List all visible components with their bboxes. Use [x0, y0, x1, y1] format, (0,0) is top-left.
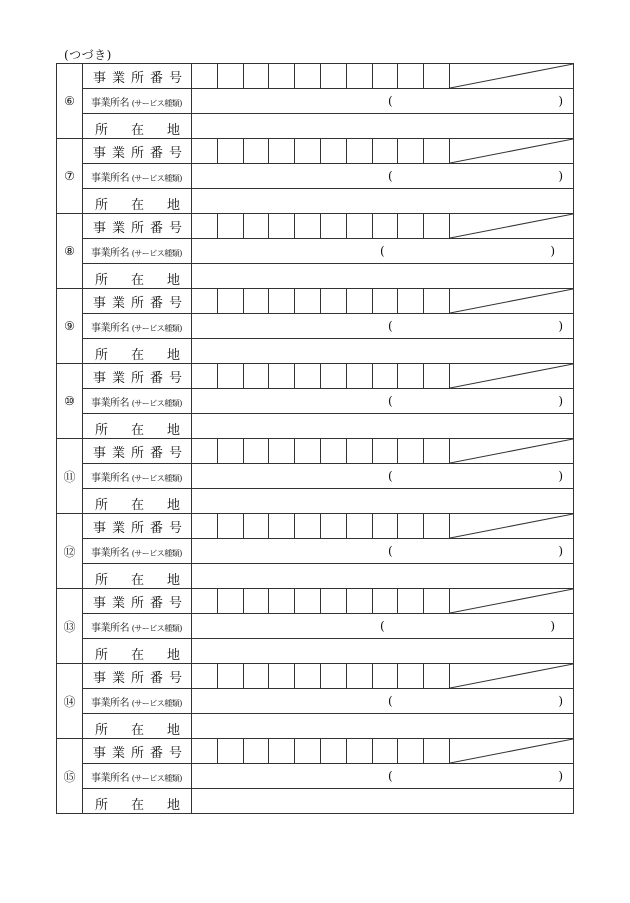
office-number-digit-box[interactable]	[269, 289, 295, 314]
office-number-digit-box[interactable]	[295, 439, 321, 464]
location-label-char: 在	[131, 798, 145, 813]
paren-close: )	[558, 169, 563, 183]
office-number-digit-box[interactable]	[192, 664, 218, 689]
entry-number: ⑬	[57, 589, 83, 664]
location-field[interactable]	[192, 339, 574, 364]
service-type-text: (サービス種類)	[131, 323, 182, 333]
paren-close: )	[558, 769, 563, 783]
location-label-char: 地	[167, 273, 181, 288]
location-label-char: 地	[167, 723, 181, 738]
office-name-field[interactable]	[192, 464, 574, 489]
office-number-digit-box[interactable]	[320, 664, 346, 689]
office-number-digit-box[interactable]	[243, 214, 269, 239]
office-name-label	[83, 464, 192, 489]
office-number-digit-box[interactable]	[295, 664, 321, 689]
diagonal-line	[450, 439, 573, 463]
office-number-digit-box[interactable]	[217, 739, 243, 764]
location-row	[57, 189, 574, 214]
office-number-digit-box[interactable]	[295, 364, 321, 389]
office-number-digit-box[interactable]	[217, 214, 243, 239]
office-number-digit-box[interactable]	[372, 589, 398, 614]
location-label-char: 在	[131, 573, 145, 588]
office-name-field[interactable]	[192, 764, 574, 789]
service-type-text: (サービス種類)	[131, 698, 182, 708]
office-number-digit-box[interactable]	[243, 64, 269, 89]
diagonal-line	[450, 364, 573, 388]
paren-close: )	[558, 94, 563, 108]
entry-number: ⑪	[57, 439, 83, 514]
office-number-digit-box[interactable]	[320, 364, 346, 389]
office-number-row	[57, 64, 574, 89]
office-number-digit-box[interactable]	[217, 364, 243, 389]
office-number-row	[57, 139, 574, 164]
crossed-out-cell	[449, 664, 573, 689]
office-number-digit-box[interactable]	[398, 364, 424, 389]
office-number-digit-box[interactable]	[346, 439, 372, 464]
entry-number: ⑦	[57, 139, 83, 214]
location-label-char: 所	[95, 648, 109, 663]
office-number-digit-box[interactable]	[192, 64, 218, 89]
office-number-digit-box[interactable]	[424, 589, 450, 614]
diagonal-line	[450, 664, 573, 688]
location-row	[57, 264, 574, 289]
office-number-digit-box[interactable]	[295, 289, 321, 314]
office-name-row	[57, 539, 574, 564]
office-number-label: 事業所番号	[83, 739, 192, 764]
office-number-digit-box[interactable]	[424, 664, 450, 689]
office-number-label: 事業所番号	[83, 364, 192, 389]
crossed-out-cell	[449, 364, 573, 389]
paren-close: )	[558, 319, 563, 333]
office-number-row	[57, 439, 574, 464]
diagonal-line	[450, 139, 573, 163]
location-label-char: 所	[95, 573, 109, 588]
office-name-label	[83, 539, 192, 564]
office-name-text: 事業所名	[91, 397, 129, 409]
office-number-digit-box[interactable]	[320, 214, 346, 239]
office-number-digit-box[interactable]	[243, 514, 269, 539]
paren-open: (	[388, 694, 393, 708]
location-label	[83, 489, 192, 514]
office-name-row	[57, 614, 574, 639]
office-number-digit-box[interactable]	[192, 139, 218, 164]
office-number-digit-box[interactable]	[346, 739, 372, 764]
office-name-field[interactable]	[192, 689, 574, 714]
location-label-char: 地	[167, 573, 181, 588]
service-type-text: (サービス種類)	[131, 623, 182, 633]
entry-number: ⑭	[57, 664, 83, 739]
office-name-field[interactable]	[192, 314, 574, 339]
office-number-digit-box[interactable]	[372, 514, 398, 539]
service-type-text: (サービス種類)	[131, 548, 182, 558]
office-number-digit-box[interactable]	[192, 289, 218, 314]
office-number-digit-box[interactable]	[398, 439, 424, 464]
location-label	[83, 639, 192, 664]
paren-open: (	[388, 469, 393, 483]
office-name-field[interactable]	[192, 164, 574, 189]
office-number-digit-box[interactable]	[269, 364, 295, 389]
crossed-out-cell	[449, 439, 573, 464]
office-name-field[interactable]	[192, 89, 574, 114]
office-number-digit-box[interactable]	[295, 589, 321, 614]
office-number-digit-box[interactable]	[243, 364, 269, 389]
location-field[interactable]	[192, 789, 574, 814]
office-number-digit-box[interactable]	[372, 739, 398, 764]
paren-open: (	[380, 619, 385, 633]
office-number-digit-box[interactable]	[424, 289, 450, 314]
location-label-char: 所	[95, 123, 109, 138]
location-label-char: 所	[95, 273, 109, 288]
office-name-label	[83, 239, 192, 264]
office-name-text: 事業所名	[91, 547, 129, 559]
office-name-row	[57, 314, 574, 339]
entry-number: ⑮	[57, 739, 83, 814]
location-label-char: 地	[167, 198, 181, 213]
paren-open: (	[388, 94, 393, 108]
office-list-table	[56, 63, 574, 814]
office-number-label: 事業所番号	[83, 439, 192, 464]
location-row	[57, 414, 574, 439]
paren-close: )	[550, 244, 555, 258]
office-number-digit-box[interactable]	[192, 589, 218, 614]
location-field[interactable]	[192, 264, 574, 289]
location-label-char: 所	[95, 198, 109, 213]
office-name-label	[83, 764, 192, 789]
location-label-char: 在	[131, 348, 145, 363]
office-number-digit-box[interactable]	[372, 64, 398, 89]
office-number-digit-box[interactable]	[269, 139, 295, 164]
paren-open: (	[380, 244, 385, 258]
crossed-out-cell	[449, 64, 573, 89]
office-number-digit-box[interactable]	[372, 214, 398, 239]
office-number-digit-box[interactable]	[398, 739, 424, 764]
office-name-label	[83, 614, 192, 639]
location-label-char: 在	[131, 648, 145, 663]
location-label-char: 地	[167, 648, 181, 663]
office-number-digit-box[interactable]	[398, 289, 424, 314]
diagonal-line	[450, 64, 573, 88]
location-label	[83, 114, 192, 139]
office-number-digit-box[interactable]	[346, 139, 372, 164]
location-field[interactable]	[192, 189, 574, 214]
office-number-digit-box[interactable]	[320, 739, 346, 764]
office-name-label	[83, 689, 192, 714]
office-number-digit-box[interactable]	[217, 589, 243, 614]
diagonal-line	[450, 514, 573, 538]
office-number-digit-box[interactable]	[346, 664, 372, 689]
location-row	[57, 339, 574, 364]
office-number-label: 事業所番号	[83, 664, 192, 689]
location-label	[83, 789, 192, 814]
office-number-digit-box[interactable]	[424, 64, 450, 89]
office-number-digit-box[interactable]	[320, 64, 346, 89]
location-label-char: 所	[95, 498, 109, 513]
office-number-digit-box[interactable]	[295, 739, 321, 764]
office-name-row	[57, 389, 574, 414]
crossed-out-cell	[449, 514, 573, 539]
office-number-digit-box[interactable]	[320, 514, 346, 539]
office-number-digit-box[interactable]	[346, 364, 372, 389]
office-number-digit-box[interactable]	[243, 139, 269, 164]
office-name-text: 事業所名	[91, 322, 129, 334]
office-number-digit-box[interactable]	[243, 589, 269, 614]
service-type-text: (サービス種類)	[131, 173, 182, 183]
office-number-label: 事業所番号	[83, 64, 192, 89]
office-number-digit-box[interactable]	[192, 514, 218, 539]
office-name-row	[57, 689, 574, 714]
office-number-digit-box[interactable]	[398, 589, 424, 614]
office-number-digit-box[interactable]	[295, 514, 321, 539]
office-number-digit-box[interactable]	[320, 589, 346, 614]
office-number-digit-box[interactable]	[346, 214, 372, 239]
location-label-char: 所	[95, 723, 109, 738]
office-number-digit-box[interactable]	[372, 289, 398, 314]
office-number-digit-box[interactable]	[269, 514, 295, 539]
office-name-text: 事業所名	[91, 97, 129, 109]
office-number-digit-box[interactable]	[269, 589, 295, 614]
crossed-out-cell	[449, 139, 573, 164]
office-number-digit-box[interactable]	[372, 439, 398, 464]
location-label-char: 地	[167, 498, 181, 513]
location-label	[83, 414, 192, 439]
office-number-digit-box[interactable]	[346, 289, 372, 314]
office-number-digit-box[interactable]	[192, 739, 218, 764]
office-number-digit-box[interactable]	[217, 514, 243, 539]
location-label	[83, 339, 192, 364]
office-number-digit-box[interactable]	[320, 289, 346, 314]
office-number-digit-box[interactable]	[269, 214, 295, 239]
office-name-field[interactable]	[192, 614, 574, 639]
office-number-digit-box[interactable]	[372, 139, 398, 164]
office-number-digit-box[interactable]	[320, 139, 346, 164]
office-name-text: 事業所名	[91, 622, 129, 634]
location-row	[57, 489, 574, 514]
location-field[interactable]	[192, 489, 574, 514]
location-label-char: 所	[95, 798, 109, 813]
location-label-char: 在	[131, 198, 145, 213]
office-number-row	[57, 289, 574, 314]
office-number-digit-box[interactable]	[269, 739, 295, 764]
office-number-digit-box[interactable]	[346, 64, 372, 89]
office-number-digit-box[interactable]	[217, 64, 243, 89]
office-name-label	[83, 314, 192, 339]
office-number-digit-box[interactable]	[424, 364, 450, 389]
office-name-row	[57, 764, 574, 789]
location-label	[83, 189, 192, 214]
paren-open: (	[388, 544, 393, 558]
diagonal-line	[450, 589, 573, 613]
paren-close: )	[558, 694, 563, 708]
location-label-char: 所	[95, 423, 109, 438]
office-number-digit-box[interactable]	[269, 439, 295, 464]
office-number-digit-box[interactable]	[424, 739, 450, 764]
paren-close: )	[558, 469, 563, 483]
location-field[interactable]	[192, 414, 574, 439]
entry-number: ⑧	[57, 214, 83, 289]
location-row	[57, 789, 574, 814]
office-name-text: 事業所名	[91, 247, 129, 259]
location-label-char: 地	[167, 423, 181, 438]
office-name-text: 事業所名	[91, 772, 129, 784]
office-number-label: 事業所番号	[83, 214, 192, 239]
office-name-label	[83, 89, 192, 114]
office-number-digit-box[interactable]	[424, 139, 450, 164]
office-name-row	[57, 89, 574, 114]
diagonal-line	[450, 214, 573, 238]
office-number-digit-box[interactable]	[269, 664, 295, 689]
location-row	[57, 714, 574, 739]
location-field[interactable]	[192, 714, 574, 739]
office-number-digit-box[interactable]	[217, 139, 243, 164]
location-label	[83, 714, 192, 739]
continuation-label: (つづき)	[64, 48, 112, 62]
office-name-field[interactable]	[192, 389, 574, 414]
location-field[interactable]	[192, 639, 574, 664]
location-field[interactable]	[192, 564, 574, 589]
office-number-label: 事業所番号	[83, 589, 192, 614]
location-label	[83, 264, 192, 289]
location-label-char: 在	[131, 423, 145, 438]
office-number-digit-box[interactable]	[295, 139, 321, 164]
crossed-out-cell	[449, 589, 573, 614]
office-number-label: 事業所番号	[83, 139, 192, 164]
service-type-text: (サービス種類)	[131, 398, 182, 408]
entry-number: ⑩	[57, 364, 83, 439]
office-number-digit-box[interactable]	[424, 514, 450, 539]
paren-close: )	[558, 544, 563, 558]
office-number-row	[57, 514, 574, 539]
paren-open: (	[388, 769, 393, 783]
service-type-text: (サービス種類)	[131, 98, 182, 108]
office-number-row	[57, 214, 574, 239]
office-number-label: 事業所番号	[83, 514, 192, 539]
office-number-digit-box[interactable]	[346, 589, 372, 614]
office-number-digit-box[interactable]	[295, 214, 321, 239]
office-number-digit-box[interactable]	[398, 664, 424, 689]
location-label-char: 在	[131, 498, 145, 513]
location-row	[57, 564, 574, 589]
office-number-digit-box[interactable]	[398, 214, 424, 239]
office-number-row	[57, 364, 574, 389]
location-label-char: 在	[131, 123, 145, 138]
location-label-char: 地	[167, 798, 181, 813]
office-name-text: 事業所名	[91, 172, 129, 184]
entry-number: ⑫	[57, 514, 83, 589]
office-number-digit-box[interactable]	[295, 64, 321, 89]
location-label-char: 在	[131, 723, 145, 738]
office-number-row	[57, 664, 574, 689]
office-number-digit-box[interactable]	[243, 439, 269, 464]
service-type-text: (サービス種類)	[131, 248, 182, 258]
office-number-digit-box[interactable]	[372, 664, 398, 689]
office-name-text: 事業所名	[91, 472, 129, 484]
office-number-digit-box[interactable]	[192, 364, 218, 389]
office-name-field[interactable]	[192, 239, 574, 264]
crossed-out-cell	[449, 214, 573, 239]
office-number-digit-box[interactable]	[192, 214, 218, 239]
location-field[interactable]	[192, 114, 574, 139]
office-number-digit-box[interactable]	[398, 514, 424, 539]
entry-number: ⑥	[57, 64, 83, 139]
office-number-digit-box[interactable]	[192, 439, 218, 464]
office-name-label	[83, 164, 192, 189]
office-number-digit-box[interactable]	[320, 439, 346, 464]
paren-close: )	[558, 394, 563, 408]
service-type-text: (サービス種類)	[131, 773, 182, 783]
office-number-digit-box[interactable]	[217, 664, 243, 689]
office-number-label: 事業所番号	[83, 289, 192, 314]
office-number-digit-box[interactable]	[398, 139, 424, 164]
location-label-char: 所	[95, 348, 109, 363]
office-number-digit-box[interactable]	[398, 64, 424, 89]
location-row	[57, 639, 574, 664]
crossed-out-cell	[449, 739, 573, 764]
diagonal-line	[450, 289, 573, 313]
office-number-digit-box[interactable]	[424, 439, 450, 464]
office-number-digit-box[interactable]	[424, 214, 450, 239]
office-name-row	[57, 239, 574, 264]
paren-open: (	[388, 319, 393, 333]
location-label	[83, 564, 192, 589]
service-type-text: (サービス種類)	[131, 473, 182, 483]
office-number-digit-box[interactable]	[372, 364, 398, 389]
office-name-row	[57, 164, 574, 189]
location-label-char: 地	[167, 348, 181, 363]
office-number-digit-box[interactable]	[346, 514, 372, 539]
paren-open: (	[388, 169, 393, 183]
entry-number: ⑨	[57, 289, 83, 364]
office-number-digit-box[interactable]	[243, 739, 269, 764]
diagonal-line	[450, 739, 573, 763]
location-label-char: 地	[167, 123, 181, 138]
office-name-text: 事業所名	[91, 697, 129, 709]
office-number-digit-box[interactable]	[217, 289, 243, 314]
office-number-row	[57, 589, 574, 614]
paren-open: (	[388, 394, 393, 408]
office-number-digit-box[interactable]	[269, 64, 295, 89]
location-label-char: 在	[131, 273, 145, 288]
office-name-label	[83, 389, 192, 414]
office-number-digit-box[interactable]	[217, 439, 243, 464]
office-name-row	[57, 464, 574, 489]
office-number-digit-box[interactable]	[243, 289, 269, 314]
office-number-digit-box[interactable]	[243, 664, 269, 689]
crossed-out-cell	[449, 289, 573, 314]
office-name-field[interactable]	[192, 539, 574, 564]
location-row	[57, 114, 574, 139]
office-number-row	[57, 739, 574, 764]
paren-close: )	[550, 619, 555, 633]
